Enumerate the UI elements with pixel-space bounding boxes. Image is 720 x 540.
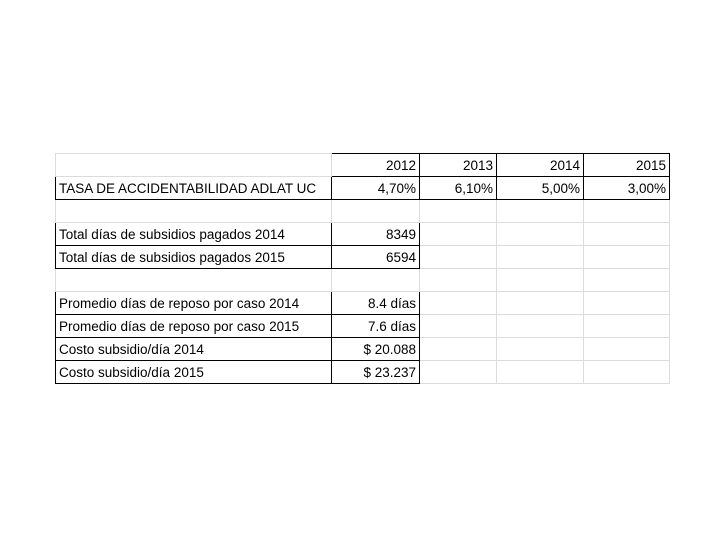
costos-label-cell[interactable]: Costo subsidio/día 2014 (56, 338, 332, 361)
tasa-value-2012[interactable]: 4,70% (332, 177, 420, 200)
empty-cell[interactable] (420, 246, 497, 269)
year-cell-2015[interactable]: 2015 (584, 154, 670, 177)
costos-row (56, 361, 670, 384)
subsidios-value-cell[interactable]: 6594 (332, 246, 420, 269)
empty-cell[interactable] (332, 269, 420, 292)
empty-cell[interactable] (420, 338, 497, 361)
tasa-label-cell[interactable]: TASA DE ACCIDENTABILIDAD ADLAT UC (56, 177, 332, 200)
empty-cell[interactable] (584, 315, 670, 338)
empty-cell[interactable] (497, 338, 584, 361)
costos-row (56, 338, 670, 361)
empty-cell[interactable] (332, 200, 420, 223)
empty-cell[interactable] (584, 361, 670, 384)
empty-cell[interactable] (584, 338, 670, 361)
empty-cell[interactable] (497, 292, 584, 315)
year-cell-2013[interactable]: 2013 (420, 154, 497, 177)
empty-cell[interactable] (420, 361, 497, 384)
empty-cell[interactable] (497, 200, 584, 223)
empty-cell[interactable] (584, 269, 670, 292)
subsidios-row (56, 223, 670, 246)
empty-cell[interactable] (420, 315, 497, 338)
costos-value-cell[interactable]: 7.6 días (332, 315, 420, 338)
year-cell-2014[interactable]: 2014 (497, 154, 584, 177)
subsidios-label-cell[interactable]: Total días de subsidios pagados 2014 (56, 223, 332, 246)
tasa-value-2014[interactable]: 5,00% (497, 177, 584, 200)
tasa-row (56, 177, 670, 200)
spreadsheet-table (55, 153, 670, 384)
empty-cell[interactable] (584, 246, 670, 269)
costos-label-cell[interactable]: Promedio días de reposo por caso 2015 (56, 315, 332, 338)
spacer-row (56, 269, 670, 292)
empty-cell[interactable] (497, 361, 584, 384)
empty-cell[interactable] (420, 269, 497, 292)
empty-cell[interactable] (497, 269, 584, 292)
tasa-value-2013[interactable]: 6,10% (420, 177, 497, 200)
subsidios-row (56, 246, 670, 269)
empty-cell[interactable] (56, 269, 332, 292)
costos-value-cell[interactable]: $ 23.237 (332, 361, 420, 384)
empty-cell[interactable] (497, 315, 584, 338)
costos-label-cell[interactable]: Promedio días de reposo por caso 2014 (56, 292, 332, 315)
costos-value-cell[interactable]: $ 20.088 (332, 338, 420, 361)
subsidios-label-cell[interactable]: Total días de subsidios pagados 2015 (56, 246, 332, 269)
header-empty-cell[interactable] (56, 154, 332, 177)
empty-cell[interactable] (584, 223, 670, 246)
year-cell-2012[interactable]: 2012 (332, 154, 420, 177)
empty-cell[interactable] (420, 200, 497, 223)
year-header-row (56, 154, 670, 177)
empty-cell[interactable] (420, 292, 497, 315)
costos-row (56, 315, 670, 338)
tasa-value-2015[interactable]: 3,00% (584, 177, 670, 200)
empty-cell[interactable] (497, 246, 584, 269)
costos-label-cell[interactable]: Costo subsidio/día 2015 (56, 361, 332, 384)
empty-cell[interactable] (497, 223, 584, 246)
costos-row (56, 292, 670, 315)
empty-cell[interactable] (584, 200, 670, 223)
empty-cell[interactable] (56, 200, 332, 223)
empty-cell[interactable] (420, 223, 497, 246)
spacer-row (56, 200, 670, 223)
subsidios-value-cell[interactable]: 8349 (332, 223, 420, 246)
empty-cell[interactable] (584, 292, 670, 315)
costos-value-cell[interactable]: 8.4 días (332, 292, 420, 315)
